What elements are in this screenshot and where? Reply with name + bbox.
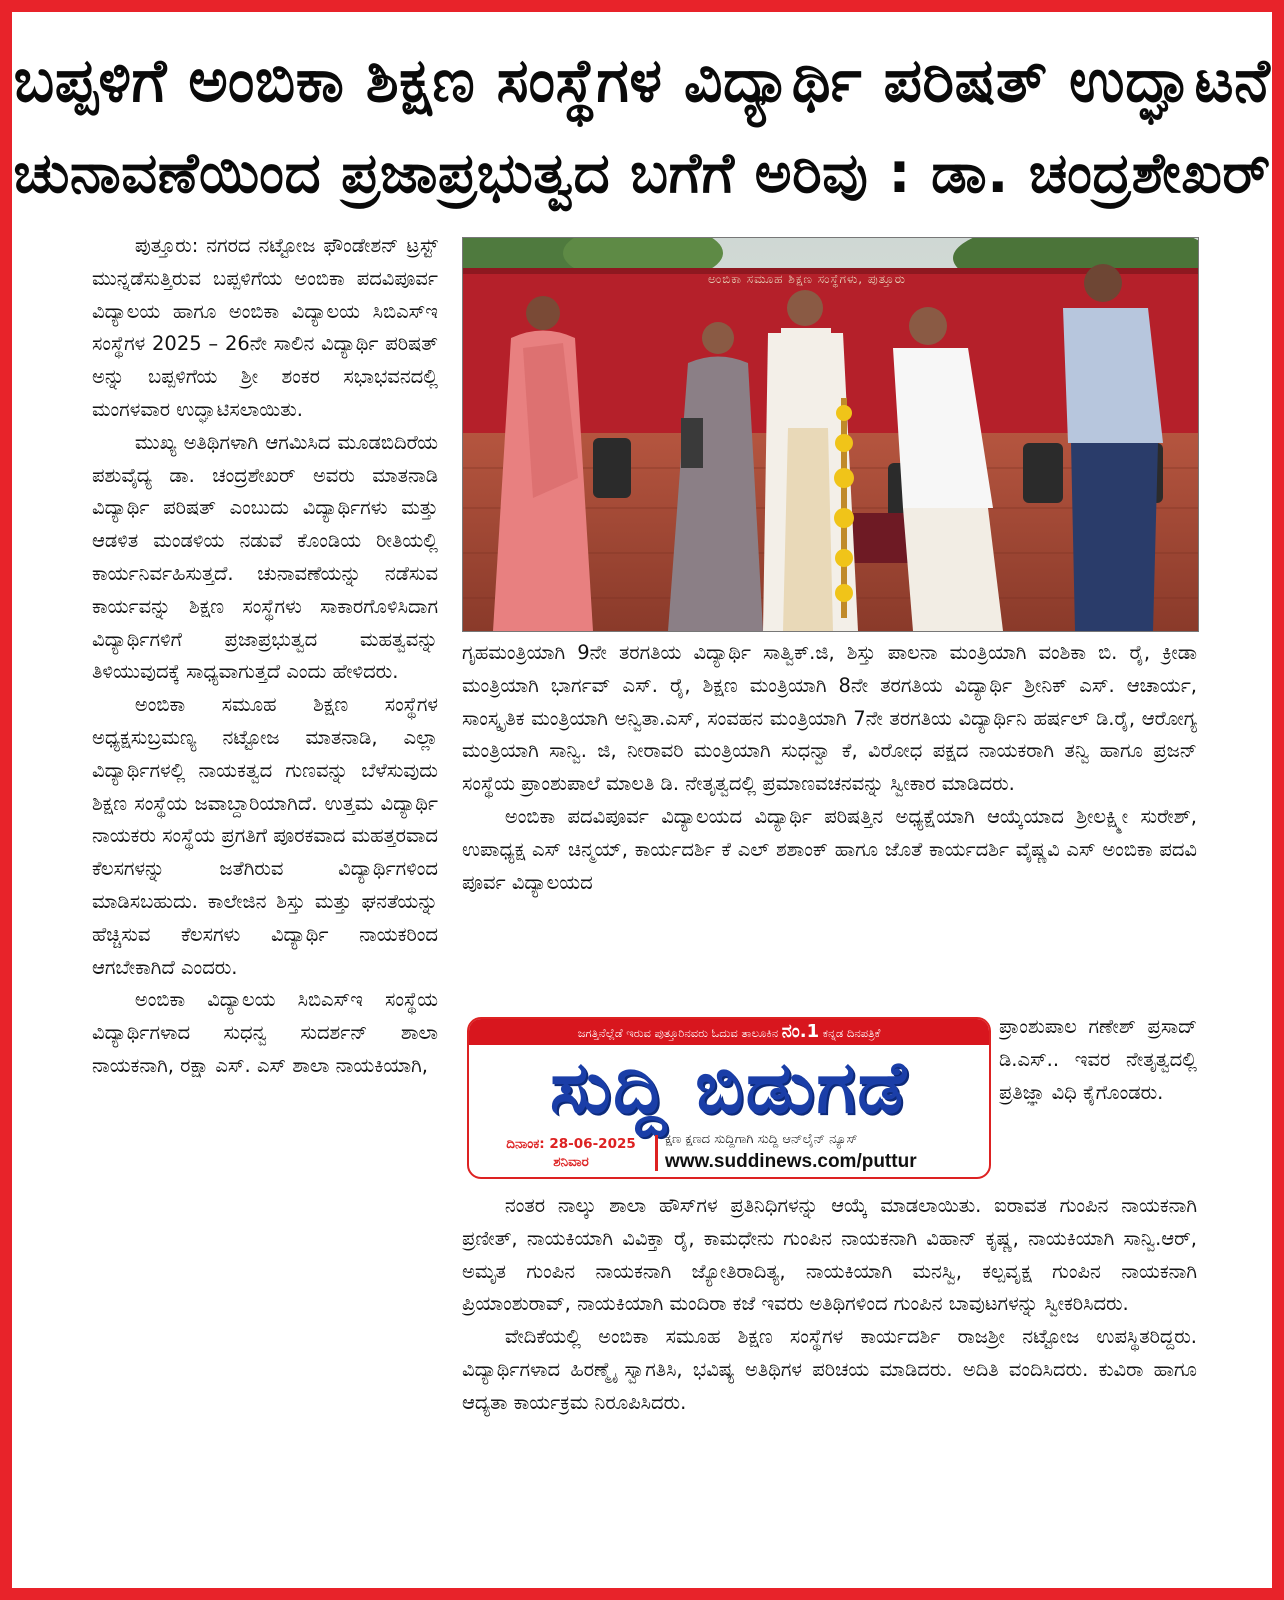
article-paragraph: ನಂತರ ನಾಲ್ಕು ಶಾಲಾ ಹೌಸ್‌ಗಳ ಪ್ರತಿನಿಧಿಗಳನ್ನು ಆಯ್ಕೆ ಮಾಡಲಾಯಿತು. ಐರಾವತ ಗುಂಪಿನ ನಾಯಕನಾಗಿ ಪ್ರಣೀತ್, ನಾಯಕಿಯಾಗಿ ವಿವಿಕ್ತಾ ರೈ, ಕಾಮಧೇನು ಗುಂಪಿನ ನಾಯಕನಾಗಿ ವಿಹಾನ್ ಕೃಷ್ಣ, ನಾಯಕಿಯಾಗಿ ಸಾನ್ವಿ.ಆರ್, ಅಮೃತ ಗುಂಪಿನ ನಾಯಕನಾಗಿ ಜ್ಯೋತಿರಾದಿತ್ಯ, ನಾಯಕಿಯಾಗಿ ಮನಸ್ವಿ, ಕಲ್ಪವೃಕ್ಷ ಗುಂಪಿನ ನಾಯಕನಾಗಿ ಪ್ರಿಯಾಂಶುರಾವ್, ನಾಯಕಿಯಾಗಿ ಮಂದಿರಾ ಕಜೆ ಇವರು ಅತಿಥಿಗಳಿಂದ ಗುಂಪಿನ ಬಾವುಟಗಳನ್ನು ಸ್ವೀಕರಿಸಿದರು. [462,1194,1197,1316]
masthead-url: www.suddinews.com/puttur [665,1151,917,1172]
masthead-divider [655,1135,658,1171]
article-right-bottom [462,1190,1197,1575]
article-paragraph: ಅಂಬಿಕಾ ಪದವಿಪೂರ್ವ ವಿದ್ಯಾಲಯದ ವಿದ್ಯಾರ್ಥಿ ಪರಿಷತ್ತಿನ ಅಧ್ಯಕ್ಷೆಯಾಗಿ ಆಯ್ಕೆಯಾದ ಶ್ರೀಲಕ್ಷ್ಮೀ ಸುರೇಶ್, ಉಪಾಧ್ಯಕ್ಷ ಎಸ್ ಚಿನ್ಮಯ್, ಕಾರ್ಯದರ್ಶಿ ಕೆ ಎಲ್ ಶಶಾಂಕ್ ಹಾಗೂ ಜೊತೆ ಕಾರ್ಯದರ್ಶಿ ವೈಷ್ಣವಿ ಎಸ್ ಅಂಬಿಕಾ ಪದವಿ ಪೂರ್ವ ವಿದ್ಯಾಲಯದ [462,804,1197,894]
masthead-day: ಶನಿವಾರ [553,1154,589,1170]
article-paragraph: ಗೃಹಮಂತ್ರಿಯಾಗಿ 9ನೇ ತರಗತಿಯ ವಿದ್ಯಾರ್ಥಿ ಸಾತ್ವಿಕ್.ಜಿ, ಶಿಸ್ತು ಪಾಲನಾ ಮಂತ್ರಿಯಾಗಿ ವಂಶಿಕಾ ಬಿ. ರೈ, ಕ್ರೀಡಾ ಮಂತ್ರಿಯಾಗಿ ಭಾರ್ಗವ್ ಎಸ್. ರೈ, ಶಿಕ್ಷಣ ಮಂತ್ರಿಯಾಗಿ 8ನೇ ತರಗತಿಯ ವಿದ್ಯಾರ್ಥಿ ಶ್ರೀನಿಕ್ ಎಸ್. ಆಚಾರ್ಯ, ಸಾಂಸ್ಕೃತಿಕ ಮಂತ್ರಿಯಾಗಿ ಅನ್ವಿತಾ.ಎಸ್, ಸಂವಹನ ಮಂತ್ರಿಯಾಗಿ 7ನೇ ತರಗತಿಯ ವಿದ್ಯಾರ್ಥಿನಿ ಹರ್ಷಲ್ ಡಿ.ರೈ, ಆರೋಗ್ಯ ಮಂತ್ರಿಯಾಗಿ ಸಾನ್ವಿ. ಜಿ, ನೀರಾವರಿ ಮಂತ್ರಿಯಾಗಿ ಸುಧನ್ವಾ ಕೆ, ವಿರೋಧ ಪಕ್ಷದ ನಾಯಕರಾಗಿ ತನ್ವಿ ಹಾಗೂ ಪ್ರಜನ್ ಸಂಸ್ಥೆಯ ಪ್ರಾಂಶುಪಾಲೆ ಮಾಲತಿ ಡಿ. ನೇತೃತ್ವದಲ್ಲಿ ಪ್ರಮಾಣವಚನವನ್ನು ಸ್ವೀಕಾರ ಮಾಡಿದರು. [462,641,1197,796]
article-paragraph: ಪ್ರಾಂಶುಪಾಲ ಗಣೇಶ್ ಪ್ರಸಾದ್ ಡಿ.ಎಸ್.. ಇವರ ನೇತೃತ್ವದಲ್ಲಿ ಪ್ರತಿಜ್ಞಾ ವಿಧಿ ಕೈಗೊಂಡರು. [999,1015,1197,1104]
article-left-column [92,230,438,1565]
article-paragraph: ಮುಖ್ಯ ಅತಿಥಿಗಳಾಗಿ ಆಗಮಿಸಿದ ಮೂಡಬಿದಿರೆಯ ಪಶುವೈದ್ಯ ಡಾ. ಚಂದ್ರಶೇಖರ್ ಅವರು ಮಾತನಾಡಿ ವಿದ್ಯಾರ್ಥಿ ಪರಿಷತ್ ಎಂಬುದು ವಿದ್ಯಾರ್ಥಿಗಳು ಮತ್ತು ಆಡಳಿತ ಮಂಡಳಿಯ ನಡುವೆ ಕೊಂಡಿಯ ರೀತಿಯಲ್ಲಿ ಕಾರ್ಯನಿರ್ವಹಿಸುತ್ತದೆ. ಚುನಾವಣೆಯನ್ನು ನಡೆಸುವ ಕಾರ್ಯವನ್ನು ಶಿಕ್ಷಣ ಸಂಸ್ಥೆಗಳು ಸಾಕಾರಗೊಳಿಸಿದಾಗ ವಿದ್ಯಾರ್ಥಿಗಳಿಗೆ ಪ್ರಜಾಪ್ರಭುತ್ವದ ಮಹತ್ವವನ್ನು ತಿಳಿಯುವುದಕ್ಕೆ ಸಾಧ್ಯವಾಗುತ್ತದೆ ಎಂದು ಹೇಳಿದರು. [92,430,438,684]
article-right-top [462,637,1197,1012]
article-paragraph: ಅಂಬಿಕಾ ವಿದ್ಯಾಲಯ ಸಿಬಿಎಸ್‌ಇ ಸಂಸ್ಥೆಯ ವಿದ್ಯಾರ್ಥಿಗಳಾದ ಸುಧನ್ವ ಸುದರ್ಶನ್ ಶಾಲಾ ನಾಯಕನಾಗಿ, ರಕ್ಷಾ ಎಸ್. ಎಸ್ ಶಾಲಾ ನಾಯಕಿಯಾಗಿ, [92,988,438,1077]
photo-banner-text: ಅಂಬಿಕಾ ಸಮೂಹ ಶಿಕ್ಷಣ ಸಂಸ್ಥೆಗಳು, ಪುತ್ತೂರು [708,272,906,286]
masthead-date-block [491,1135,651,1171]
article-paragraph: ವೇದಿಕೆಯಲ್ಲಿ ಅಂಬಿಕಾ ಸಮೂಹ ಶಿಕ್ಷಣ ಸಂಸ್ಥೆಗಳ ಕಾರ್ಯದರ್ಶಿ ರಾಜಶ್ರೀ ನಟ್ಟೋಜ ಉಪಸ್ಥಿತರಿದ್ದರು. ವಿದ್ಯಾರ್ಥಿಗಳಾದ ಹಿರಣ್ಮೈ ಸ್ವಾಗತಿಸಿ, ಭವಿಷ್ಯ ಅತಿಥಿಗಳ ಪರಿಚಯ ಮಾಡಿದರು. ಅದಿತಿ ವಂದಿಸಿದರು. ಕುವಿರಾ ಹಾಗೂ ಆದ್ಯತಾ ಕಾರ್ಯಕ್ರಮ ನಿರೂಪಿಸಿದರು. [462,1325,1197,1414]
masthead-ad [467,1017,991,1179]
article-right-mid [999,1011,1197,1191]
article-paragraph: ಅಂಬಿಕಾ ಸಮೂಹ ಶಿಕ್ಷಣ ಸಂಸ್ಥೆಗಳ ಅಧ್ಯಕ್ಷಸುಬ್ರಮಣ್ಯ ನಟ್ಟೋಜ ಮಾತನಾಡಿ, ಎಲ್ಲಾ ವಿದ್ಯಾರ್ಥಿಗಳಲ್ಲಿ ನಾಯಕತ್ವದ ಗುಣವನ್ನು ಬೆಳೆಸುವುದು ಶಿಕ್ಷಣ ಸಂಸ್ಥೆಯ ಜವಾಬ್ದಾರಿಯಾಗಿದೆ. ಉತ್ತಮ ವಿದ್ಯಾರ್ಥಿ ನಾಯಕರು ಸಂಸ್ಥೆಯ ಪ್ರಗತಿಗೆ ಪೂರಕವಾದ ಮಹತ್ತರವಾದ ಕೆಲಸಗಳನ್ನು ಜತೆಗಿರುವ ವಿದ್ಯಾರ್ಥಿಗಳಿಂದ ಮಾಡಿಸಬಹುದು. ಕಾಲೇಜಿನ ಶಿಸ್ತು ಮತ್ತು ಘನತೆಯನ್ನು ಹೆಚ್ಚಿಸುವ ಕೆಲಸಗಳು ವಿದ್ಯಾರ್ಥಿ ನಾಯಕರಿಂದ ಆಗಬೇಕಾಗಿದೆ ಎಂದರು. [92,693,438,979]
masthead-title: ಸುದ್ದಿ ಬಿಡುಗಡೆ [549,1045,909,1129]
article-paragraph: ಪುತ್ತೂರು: ನಗರದ ನಟ್ಟೋಜ ಫೌಂಡೇಶನ್ ಟ್ರಸ್ಟ್ ಮುನ್ನಡೆಸುತ್ತಿರುವ ಬಪ್ಪಳಿಗೆಯ ಅಂಬಿಕಾ ಪದವಿಪೂರ್ವ ವಿದ್ಯಾಲಯ ಹಾಗೂ ಅಂಬಿಕಾ ವಿದ್ಯಾಲಯ ಸಿಬಿಎಸ್‌ಇ ಸಂಸ್ಥೆಗಳ 2025 – 26ನೇ ಸಾಲಿನ ವಿದ್ಯಾರ್ಥಿ ಪರಿಷತ್ ಅನ್ನು ಬಪ್ಪಳಿಗೆಯ ಶ್ರೀ ಶಂಕರ ಸಭಾಭವನದಲ್ಲಿ ಮಂಗಳವಾರ ಉದ್ಘಾಟಿಸಲಾಯಿತು. [92,234,438,421]
masthead-date: ದಿನಾಂಕ: 28-06-2025 [506,1136,636,1152]
headline-main: ಬಪ್ಪಳಿಗೆ ಅಂಬಿಕಾ ಶಿಕ್ಷಣ ಸಂಸ್ಥೆಗಳ ವಿದ್ಯಾರ್ಥಿ ಪರಿಷತ್ ಉದ್ಘಾಟನೆ [13,46,1271,116]
masthead-rank: ನಂ.1 [781,1021,820,1042]
masthead-slogan: ಕ್ಷಣ ಕ್ಷಣದ ಸುದ್ದಿಗಾಗಿ ಸುದ್ದಿ ಆನ್‌ಲೈನ್ ನ್ಯೂಸ್ [665,1132,858,1147]
headline-sub: ಚುನಾವಣೆಯಿಂದ ಪ್ರಜಾಪ್ರಭುತ್ವದ ಬಗೆಗೆ ಅರಿವು : ಡಾ. ಚಂದ್ರಶೇಖರ್ [13,141,1271,206]
masthead-tagline-end: ಕನ್ನಡ ದಿನಪತ್ರಿಕೆ [822,1026,881,1040]
masthead-tagline: ಜಗತ್ತಿನೆಲ್ಲೆಡೆ ಇರುವ ಪುತ್ತೂರಿನವರು ಓದುವ ತಾಲೂಕಿನ [577,1026,779,1040]
event-photo [462,237,1199,632]
newspaper-page [12,12,1272,1588]
